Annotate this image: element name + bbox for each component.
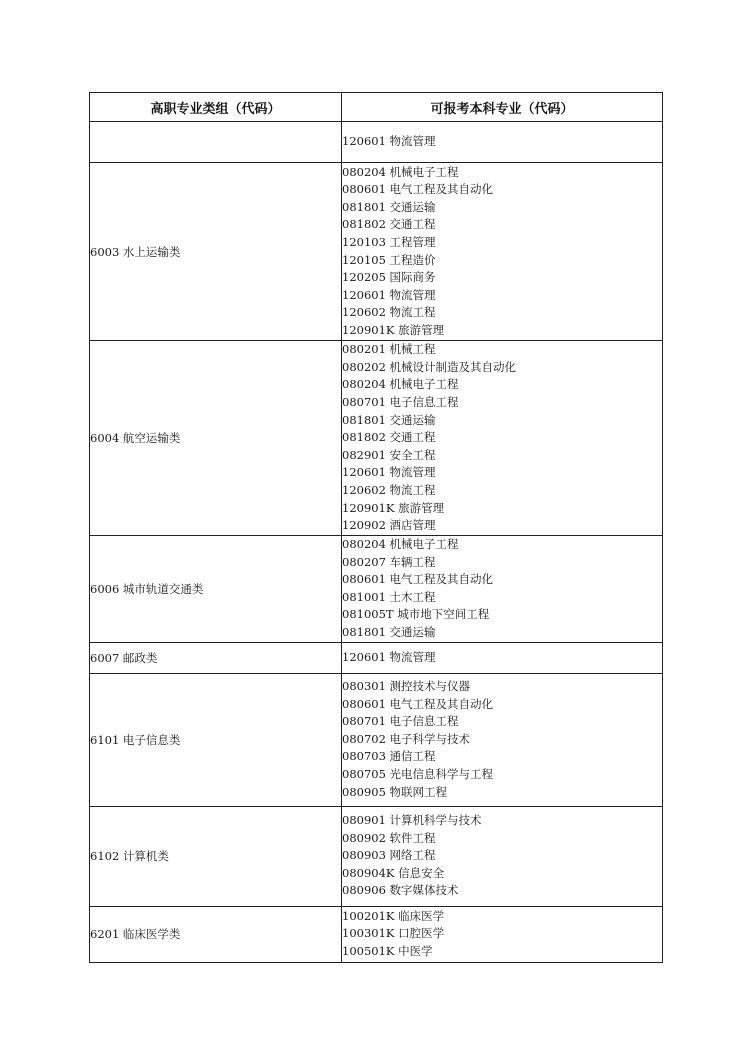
- vocational-group-cell: 6101 电子信息类: [90, 673, 342, 806]
- table-header-row: [90, 93, 663, 122]
- major-item: 120602 物流工程: [342, 482, 436, 497]
- table-row: [90, 122, 663, 163]
- major-item: 120103 工程管理: [342, 234, 436, 249]
- major-item: 120601 物流管理: [342, 649, 436, 664]
- vocational-group-cell: 6201 临床医学类: [90, 906, 342, 962]
- table-row: [90, 642, 663, 673]
- major-item: 120601 物流管理: [342, 465, 436, 480]
- major-item: 080905 物联网工程: [342, 784, 448, 799]
- major-item: 080601 电气工程及其自动化: [342, 572, 494, 587]
- major-item: 080705 光电信息科学与工程: [342, 766, 494, 781]
- eligible-majors-cell: [342, 163, 663, 341]
- major-item: 080204 机械电子工程: [342, 377, 459, 392]
- major-item: 120902 酒店管理: [342, 518, 436, 533]
- eligible-majors-cell: [342, 806, 663, 906]
- eligible-majors-cell: [342, 122, 663, 163]
- eligible-majors-cell: [342, 642, 663, 673]
- major-item: 080601 电气工程及其自动化: [342, 696, 494, 711]
- major-item: 080204 机械电子工程: [342, 164, 459, 179]
- major-item: 100501K 中医学: [342, 943, 433, 958]
- major-item: 080902 软件工程: [342, 830, 436, 845]
- major-item: 080904K 信息安全: [342, 865, 445, 880]
- major-item: 081001 土木工程: [342, 589, 436, 604]
- vocational-group-cell: 6102 计算机类: [90, 806, 342, 906]
- eligible-majors-cell: [342, 906, 663, 962]
- major-item: 080702 电子科学与技术: [342, 731, 471, 746]
- table-row: [90, 673, 663, 806]
- major-item: 120601 物流管理: [342, 287, 436, 302]
- table-row: [90, 906, 663, 962]
- table-row: [90, 536, 663, 643]
- major-item: 120901K 旅游管理: [342, 500, 445, 515]
- major-item: 080701 电子信息工程: [342, 714, 459, 729]
- major-item: 081802 交通工程: [342, 430, 436, 445]
- vocational-group-cell: 6004 航空运输类: [90, 341, 342, 536]
- eligible-majors-cell: [342, 341, 663, 536]
- eligible-majors-cell: [342, 673, 663, 806]
- vocational-group-cell: [90, 122, 342, 163]
- major-item: 080204 机械电子工程: [342, 537, 459, 551]
- major-item: 120601 物流管理: [342, 134, 436, 149]
- table-row: [90, 806, 663, 906]
- major-item: 080301 测控技术与仪器: [342, 678, 471, 693]
- major-mapping-table: [89, 92, 663, 963]
- major-item: 120901K 旅游管理: [342, 322, 445, 337]
- major-item: 080901 计算机科学与技术: [342, 813, 482, 828]
- table-row: [90, 163, 663, 341]
- eligible-majors-cell: [342, 536, 663, 643]
- major-item: 080601 电气工程及其自动化: [342, 182, 494, 197]
- vocational-group-cell: 6007 邮政类: [90, 642, 342, 673]
- major-item: 081802 交通工程: [342, 217, 436, 232]
- major-item: 081801 交通运输: [342, 412, 436, 427]
- major-item: 081801 交通运输: [342, 199, 436, 214]
- header-vocational-group: 高职专业类组（代码）: [90, 93, 342, 122]
- major-item: 080207 车辆工程: [342, 554, 436, 569]
- major-item: 080703 通信工程: [342, 749, 436, 764]
- major-item: 081005T 城市地下空间工程: [342, 607, 490, 622]
- major-item: 080906 数字媒体技术: [342, 883, 459, 898]
- major-item: 100201K 临床医学: [342, 908, 445, 923]
- major-item: 082901 安全工程: [342, 447, 436, 462]
- major-item: 120105 工程造价: [342, 252, 436, 267]
- vocational-group-cell: 6003 水上运输类: [90, 163, 342, 341]
- major-item: 120602 物流工程: [342, 305, 436, 320]
- header-eligible-majors: 可报考本科专业（代码）: [342, 93, 663, 122]
- major-item: 081801 交通运输: [342, 624, 436, 639]
- table-row: [90, 341, 663, 536]
- major-item: 080701 电子信息工程: [342, 395, 459, 410]
- major-item: 080903 网络工程: [342, 848, 436, 863]
- major-item: 080201 机械工程: [342, 342, 436, 357]
- major-item: 080202 机械设计制造及其自动化: [342, 359, 517, 374]
- major-item: 100301K 口腔医学: [342, 926, 445, 941]
- major-item: 120205 国际商务: [342, 270, 436, 285]
- vocational-group-cell: 6006 城市轨道交通类: [90, 536, 342, 643]
